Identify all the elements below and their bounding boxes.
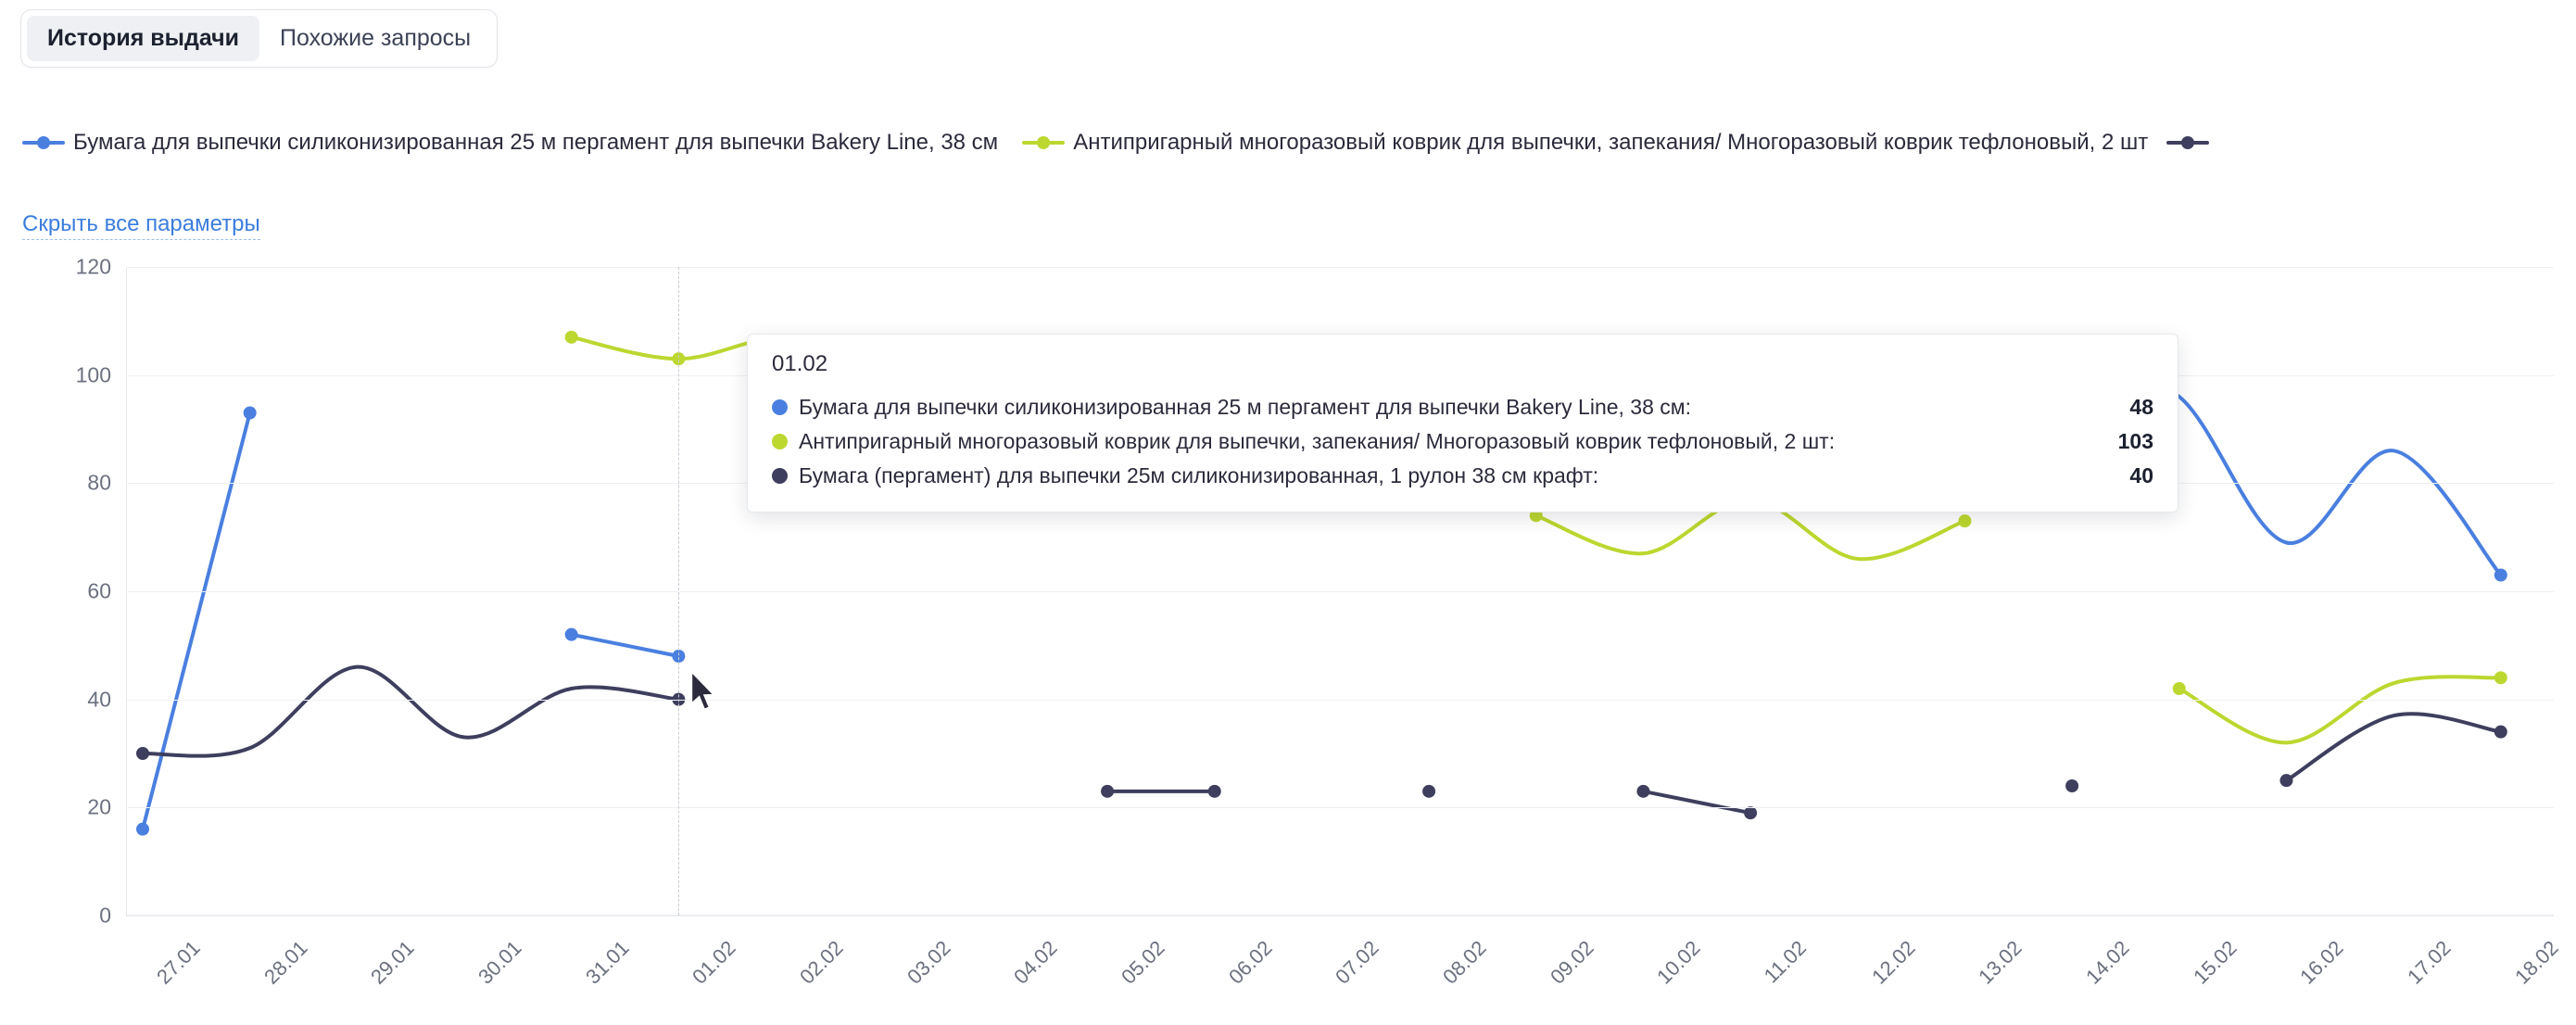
- data-point[interactable]: [2279, 774, 2292, 787]
- data-point[interactable]: [1422, 785, 1435, 798]
- data-point[interactable]: [2494, 569, 2507, 582]
- x-tick-label: 14.02: [2081, 936, 2134, 989]
- tooltip-series-name: Бумага (пергамент) для выпечки 25м силиконизированная, 1 рулон 38 см крафт:: [799, 463, 1599, 487]
- legend-item-series2[interactable]: [1022, 130, 2148, 156]
- legend-label-series1: Бумага для выпечки силиконизированная 25 м пергамент для выпечки Bakery Line, 38 см: [73, 130, 999, 155]
- x-tick-label: 17.02: [2403, 936, 2456, 989]
- hover-guide-line: [678, 267, 680, 916]
- data-point[interactable]: [565, 331, 578, 344]
- chart-legend: [22, 130, 2561, 156]
- legend-label-series2: Антипригарный многоразовый коврик для выпечки, запекания/ Многоразовый коврик тефлоновый, 2 шт: [1073, 130, 2149, 155]
- tooltip-dot-icon: [772, 468, 788, 484]
- x-tick-label: 11.02: [1759, 936, 1812, 988]
- data-point[interactable]: [244, 407, 257, 420]
- data-point[interactable]: [565, 628, 578, 641]
- tooltip-series-value: 48: [2129, 395, 2153, 419]
- y-tick-label: 60: [87, 578, 111, 603]
- y-tick-label: 40: [87, 687, 111, 712]
- tooltip-date: 01.02: [772, 351, 828, 376]
- tooltip-row: [772, 459, 2153, 493]
- grid-line: [126, 807, 2554, 808]
- grid-line: [126, 591, 2554, 592]
- grid-line: [126, 267, 2554, 268]
- data-point[interactable]: [2494, 671, 2507, 684]
- series-line: [1643, 791, 1750, 813]
- tooltip-row: [772, 424, 2153, 459]
- tooltip-series-name: Антипригарный многоразовый коврик для выпечки, запекания/ Многоразовый коврик тефлоновый, 2 шт:: [799, 429, 1836, 453]
- x-tick-label: 15.02: [2188, 936, 2241, 989]
- x-tick-label: 04.02: [1009, 936, 1063, 989]
- tooltip-series-value: 40: [2129, 463, 2153, 487]
- x-tick-label: 30.01: [474, 936, 526, 989]
- series-line: [2179, 677, 2501, 742]
- legend-marker-icon: [22, 136, 65, 149]
- y-tick-label: 80: [87, 470, 111, 495]
- data-point[interactable]: [1101, 785, 1114, 798]
- legend-marker-icon: [1022, 136, 1065, 149]
- x-tick-label: 06.02: [1223, 936, 1277, 989]
- data-point[interactable]: [2173, 682, 2186, 695]
- data-point[interactable]: [1636, 785, 1649, 798]
- series-line: [143, 413, 250, 829]
- x-tick-label: 08.02: [1438, 936, 1491, 989]
- data-point[interactable]: [1208, 785, 1221, 798]
- x-tick-label: 10.02: [1652, 936, 1706, 989]
- y-tick-label: 120: [75, 254, 111, 279]
- x-tick-label: 27.01: [152, 936, 205, 989]
- data-point[interactable]: [2494, 726, 2507, 739]
- x-tick-label: 31.01: [580, 936, 634, 989]
- x-tick-label: 29.01: [366, 936, 420, 989]
- data-point[interactable]: [136, 823, 149, 836]
- x-tick-label: 02.02: [795, 936, 848, 989]
- tooltip-row: [772, 390, 2153, 424]
- tab-bar: [20, 9, 498, 68]
- y-tick-label: 20: [87, 794, 111, 819]
- x-tick-label: 09.02: [1545, 936, 1598, 989]
- x-tick-label: 03.02: [902, 936, 955, 989]
- x-tick-label: 01.02: [688, 936, 741, 989]
- data-point[interactable]: [2065, 779, 2078, 792]
- series-line: [2286, 714, 2500, 780]
- tooltip-dot-icon: [772, 434, 788, 449]
- tab-issue-history[interactable]: История выдачи: [27, 16, 259, 61]
- data-point[interactable]: [1958, 514, 1971, 527]
- legend-marker-icon-overflow: [2166, 136, 2209, 149]
- y-tick-label: 0: [99, 903, 111, 928]
- chart-tooltip: [747, 334, 2178, 512]
- x-tick-label: 05.02: [1117, 936, 1169, 989]
- x-tick-label: 28.01: [259, 936, 312, 989]
- data-point[interactable]: [136, 747, 149, 760]
- y-tick-label: 100: [75, 362, 111, 387]
- tooltip-dot-icon: [772, 399, 788, 415]
- hide-all-parameters-link[interactable]: Скрыть все параметры: [22, 211, 260, 240]
- series-line: [143, 667, 678, 756]
- tab-similar-queries[interactable]: Похожие запросы: [279, 25, 472, 51]
- grid-line: [126, 700, 2554, 701]
- tooltip-series-name: Бумага для выпечки силиконизированная 25 м пергамент для выпечки Bakery Line, 38 см:: [799, 395, 1691, 419]
- grid-line: [126, 916, 2554, 917]
- x-tick-label: 07.02: [1331, 936, 1384, 989]
- x-tick-label: 16.02: [2295, 936, 2349, 989]
- tooltip-series-value: 103: [2117, 429, 2153, 453]
- legend-item-series1[interactable]: [22, 130, 998, 156]
- series-line: [572, 635, 679, 656]
- x-tick-label: 12.02: [1866, 936, 1920, 989]
- x-tick-label: 18.02: [2509, 936, 2563, 989]
- x-tick-label: 13.02: [1974, 936, 2027, 989]
